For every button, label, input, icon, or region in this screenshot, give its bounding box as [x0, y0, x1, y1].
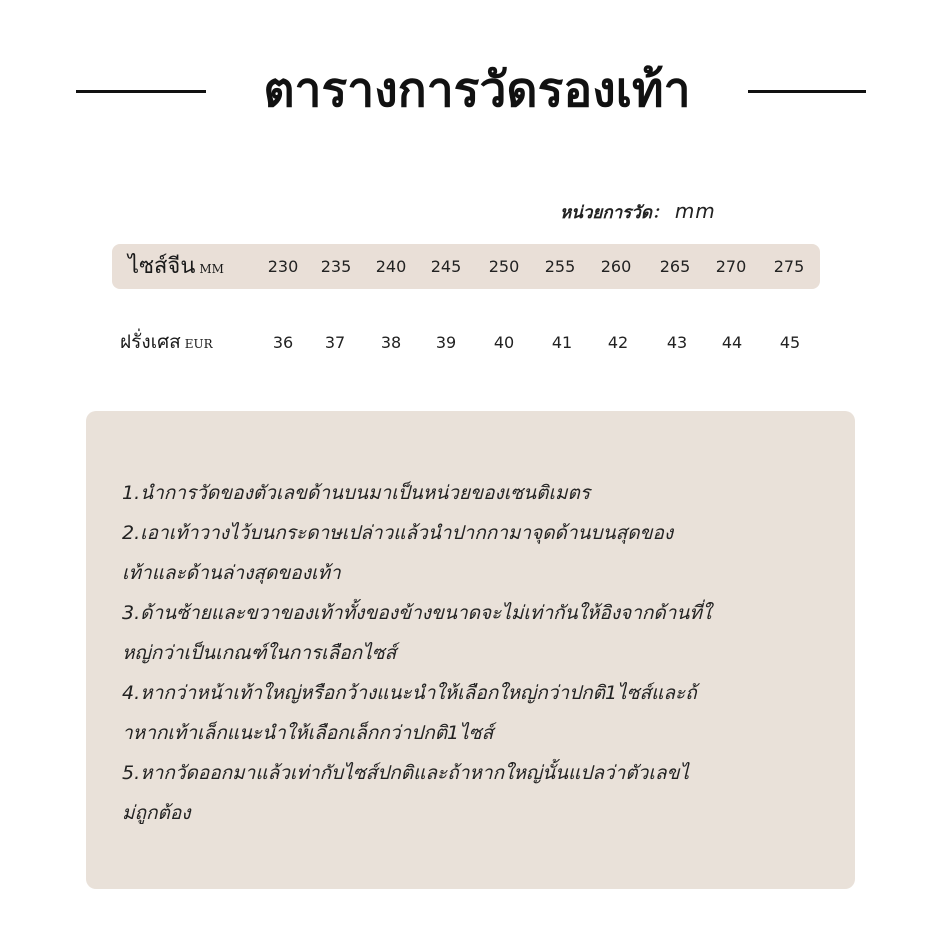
instructions-list — [122, 473, 842, 833]
instruction-line: หญ่กว่าเป็นเกณฑ์ในการเลือกไซส์ — [122, 642, 397, 664]
instruction-line: ม่ถูกต้อง — [122, 802, 191, 824]
size-cell: 41 — [551, 333, 573, 352]
instruction-line: เท้าและด้านล่างสุดของเท้า — [122, 562, 341, 584]
size-row-label — [120, 320, 213, 365]
size-cell: 36 — [272, 333, 294, 352]
size-row-unit: EUR — [184, 337, 213, 351]
size-cell: 255 — [544, 257, 576, 276]
size-cell: 260 — [600, 257, 632, 276]
size-cell: 43 — [666, 333, 688, 352]
instructions-panel — [86, 411, 855, 889]
unit-note-label: หน่วยการวัด： — [560, 203, 669, 223]
title-rule-left — [76, 90, 206, 93]
size-cell: 37 — [324, 333, 346, 352]
size-row-china — [112, 244, 820, 289]
instruction-line: 2.เอาเท้าวางไว้บนกระดาษเปล่าวแล้วนำปากกามาจุดด้านบนสุดของ — [122, 522, 674, 544]
page-title: ตารางการวัดรองเท้า — [263, 62, 691, 118]
size-cell: 40 — [493, 333, 515, 352]
title-rule-right — [748, 90, 866, 93]
size-cell: 45 — [779, 333, 801, 352]
instruction-line: 4.หากว่าหน้าเท้าใหญ่หรือกว้างแนะนำให้เลือกใหญ่กว่าปกติ1ไซส์และถ้ — [122, 682, 697, 704]
size-cell: 275 — [773, 257, 805, 276]
size-cell: 270 — [715, 257, 747, 276]
size-row-unit: MM — [199, 262, 224, 276]
size-cell: 250 — [488, 257, 520, 276]
instruction-line: 1.นำการวัดของตัวเลขด้านบนมาเป็นหน่วยของเซนติเมตร — [122, 482, 591, 504]
size-cell: 235 — [320, 257, 352, 276]
size-cell: 44 — [721, 333, 743, 352]
size-cell: 38 — [380, 333, 402, 352]
size-cell: 265 — [659, 257, 691, 276]
size-cell: 230 — [267, 257, 299, 276]
size-row-label-text: ฝรั่งเศส — [120, 331, 181, 353]
size-row-label — [128, 244, 224, 289]
size-cell: 42 — [607, 333, 629, 352]
instruction-line: 5.หากวัดออกมาแล้วเท่ากับไซส์ปกติและถ้าหากใหญ่นั้นแปลว่าตัวเลขไ — [122, 762, 690, 784]
size-cell: 240 — [375, 257, 407, 276]
size-row-europe — [112, 320, 820, 365]
unit-note — [560, 198, 780, 226]
title-block — [0, 52, 939, 132]
size-cell: 39 — [435, 333, 457, 352]
size-cell: 245 — [430, 257, 462, 276]
instruction-line: 3.ด้านซ้ายและขวาของเท้าทั้งของข้างขนาดจะไม่เท่ากันให้อิงจากด้านที่ใ — [122, 602, 712, 624]
instruction-line: าหากเท้าเล็กแนะนำให้เลือกเล็กกว่าปกติ1ไซส์ — [122, 722, 494, 744]
unit-note-value: mm — [674, 199, 716, 223]
size-row-label-text: ไซส์จีน — [128, 254, 196, 279]
